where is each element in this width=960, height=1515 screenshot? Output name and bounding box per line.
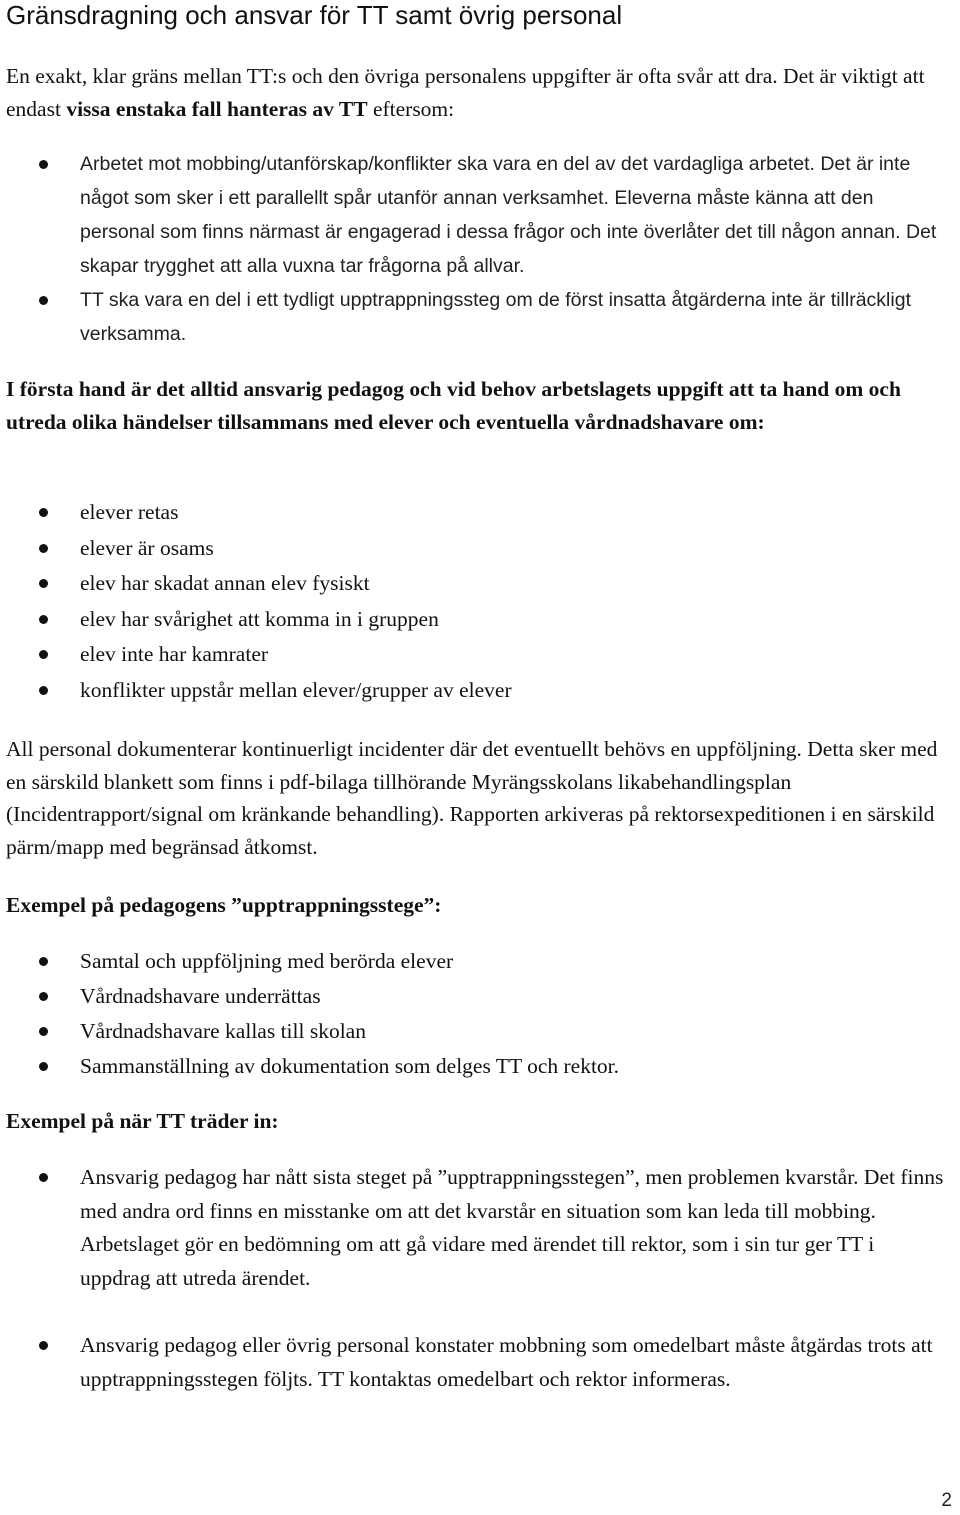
list-item-text: Sammanställning av dokumentation som delges TT och rektor. (80, 1054, 620, 1078)
tt-cases-list (0, 1161, 946, 1396)
list-item-text: elev har svårighet att komma in i gruppen (80, 606, 439, 631)
list-item-text: elever retas (80, 500, 179, 524)
list-item (0, 944, 946, 979)
reasons-list (0, 147, 946, 351)
list-item-text: Ansvarig pedagog eller övrig personal konstater mobbning som omedelbart måste åtgärdas trots att upptrappningsstegen följts. TT kontaktas omedelbart och rektor informeras. (80, 1333, 933, 1391)
bullet-icon (39, 650, 48, 659)
list-item (0, 637, 946, 671)
intro-text-start: En exakt, klar gräns mellan TT:s och den övriga personalens uppgifter är ofta svår att dra. Det är viktigt att endast (6, 64, 925, 121)
bullet-icon (39, 579, 48, 588)
bullet-icon (39, 544, 48, 553)
list-item-text: Ansvarig pedagog har nått sista steget på ”upptrappningsstegen”, men problemen kvarstår. Det finns med andra ord finns en misstanke om att det kvarstår en situation som kan leda till mobbing. Arbetslaget gör en bedömning om att gå vidare med ärendet till rektor, som i sin tur ger TT i uppdrag att utreda ärendet. (80, 1165, 944, 1290)
bullet-icon (39, 615, 48, 624)
list-item-text: Samtal och uppföljning med berörda elever (80, 949, 454, 973)
list-item (0, 602, 946, 636)
list-item (0, 1329, 946, 1396)
intro-paragraph (6, 60, 946, 125)
responsibility-paragraph: I första hand är det alltid ansvarig pedagog och vid behov arbetslagets uppgift att ta hand om och utreda olika händelser tillsammans med elever och eventuella vårdnadshavare om: (6, 377, 901, 434)
list-item-text: konflikter uppstår mellan elever/grupper av elever (80, 677, 512, 702)
page-number: 2 (941, 1490, 952, 1511)
tt-heading: Exempel på när TT träder in: (6, 1109, 279, 1133)
list-item (0, 566, 946, 600)
list-item (0, 147, 946, 283)
bullet-icon (39, 508, 48, 517)
intro-bold-text: vissa enstaka fall hanteras av TT (66, 96, 368, 121)
list-item-text: TT ska vara en del i ett tydligt upptrappningssteg om de först insatta åtgärderna inte är tillräckligt verksamma. (80, 289, 911, 345)
list-item (0, 1161, 946, 1295)
bullet-icon (39, 992, 48, 1001)
bullet-icon (39, 1062, 48, 1071)
list-item (0, 979, 946, 1014)
bullet-icon (39, 1027, 48, 1036)
list-item (0, 1049, 946, 1084)
page-title: Gränsdragning och ansvar för TT samt övrig personal (6, 0, 623, 30)
list-item-text: elev har skadat annan elev fysiskt (80, 571, 370, 595)
list-item (0, 1014, 946, 1049)
bullet-icon (39, 686, 48, 695)
escalation-heading: Exempel på pedagogens ”upptrappningsstege”: (6, 893, 442, 917)
bullet-icon (39, 296, 48, 305)
bullet-icon (39, 1173, 48, 1182)
list-item (0, 673, 946, 707)
list-item-text: elev inte har kamrater (80, 642, 269, 666)
list-item (0, 495, 946, 529)
list-item (0, 531, 946, 565)
bullet-icon (39, 1341, 48, 1350)
list-item (0, 283, 946, 351)
escalation-list (0, 944, 946, 1084)
list-item-text: Arbetet mot mobbing/utanförskap/konflikter ska vara en del av det vardagliga arbetet. Det är inte något som sker i ett parallellt spår utanför annan verksamhet. Eleverna måste känna att den personal som finns närmast är engagerad i dessa frågor och inte överlåter det till någon annan. Det skapar trygghet att alla vuxna tar frågorna på allvar. (80, 153, 937, 277)
list-item-text: elever är osams (80, 535, 214, 560)
bullet-icon (39, 160, 48, 169)
incident-list (0, 495, 946, 708)
intro-text-end: eftersom: (367, 96, 455, 121)
list-item-text: Vårdnadshavare underrättas (80, 984, 321, 1008)
list-item-text: Vårdnadshavare kallas till skolan (80, 1019, 366, 1043)
bullet-icon (39, 957, 48, 966)
documentation-paragraph: All personal dokumenterar kontinuerligt incidenter där det eventuellt behövs en uppföljning. Detta sker med en särskild blankett som finns i pdf-bilaga tillhörande Myrängsskolans likabehandlingsplan (Incidentrapport/signal om kränkande behandling). Rapporten arkiveras på rektorsexpeditionen i en särskild pärm/mapp med begränsad åtkomst. (6, 737, 938, 859)
